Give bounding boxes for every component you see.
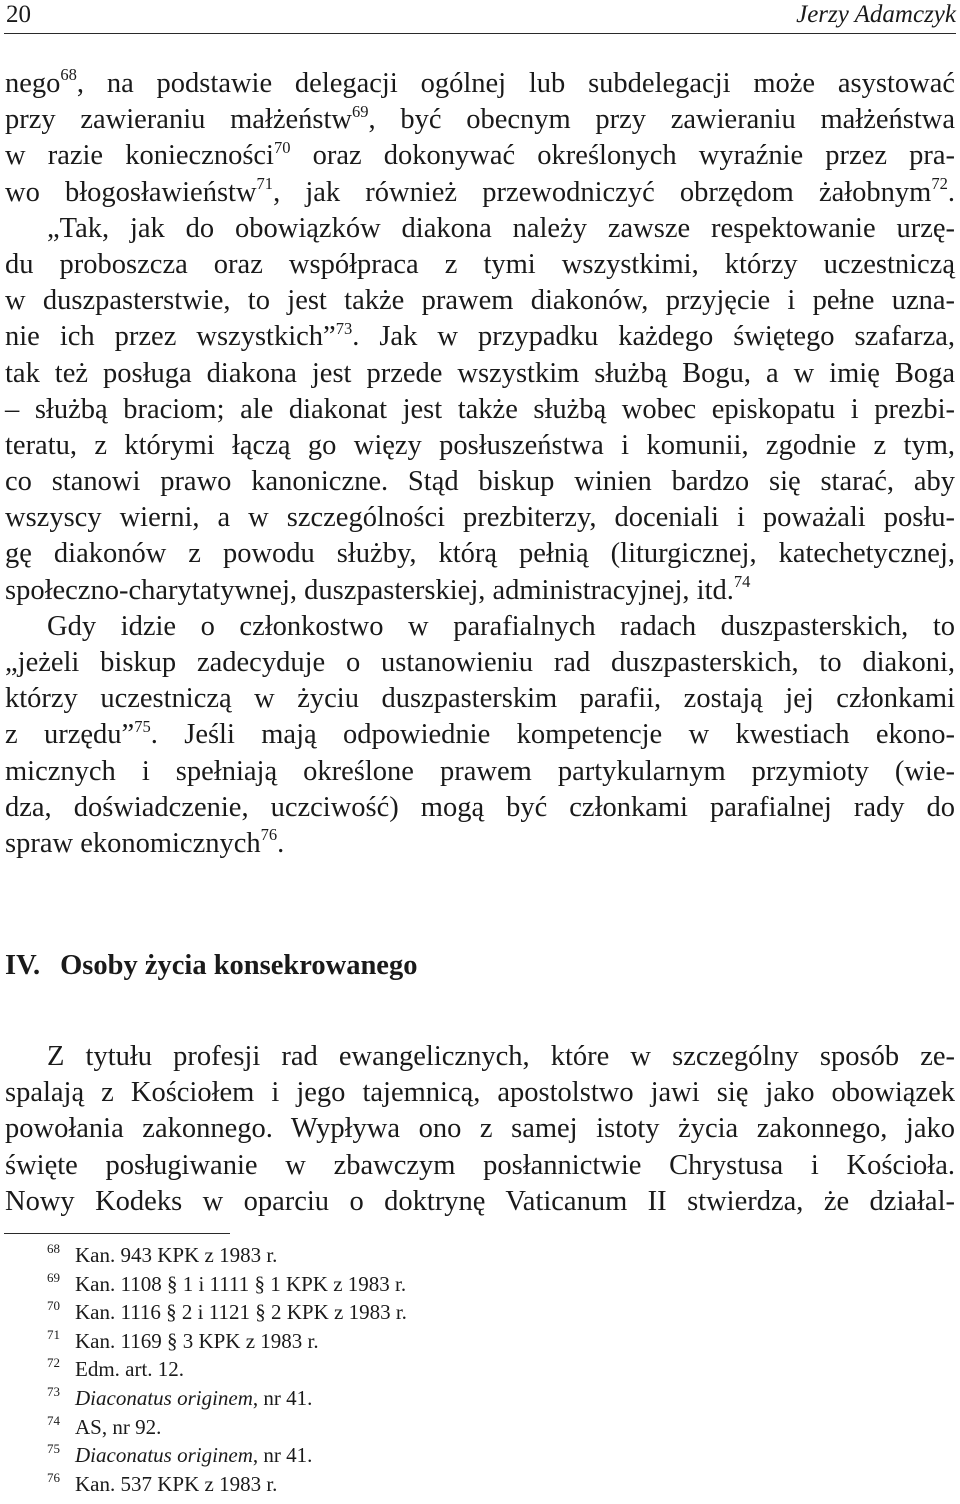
text-line [5, 102, 955, 138]
text-line [5, 1039, 955, 1075]
text-run: wo błogosławieństw [5, 176, 257, 208]
footnote-number: 70 [47, 1298, 60, 1314]
text-run: , nr 41. [252, 1385, 313, 1410]
text-line [5, 66, 955, 102]
text-line [5, 138, 955, 174]
footnote-ref[interactable]: 71 [256, 174, 274, 193]
text-run: – służbą braciom; ale diakonat jest także służbą wobec episkopatu i prezbi- [5, 393, 955, 425]
text-run: . [947, 176, 955, 208]
text-line [5, 356, 955, 392]
text-run: Kan. 943 KPK z 1983 r. [75, 1243, 278, 1267]
footnote [0, 1241, 700, 1270]
text-run: tak też posługa diakona jest przede wszystkim służbą Bogu, a w imię Boga [5, 357, 955, 389]
text-run: społeczno-charytatywnej, duszpasterskiej, administracyjnej, itd. [5, 574, 734, 606]
footnote-number: 69 [47, 1269, 60, 1285]
text-run: w razie konieczności [5, 140, 274, 172]
footnotes [0, 1241, 700, 1498]
text-run: micznych i spełniają określone prawem partykularnym przymioty (wie- [5, 755, 955, 787]
text-run: , jak również przewodniczyć obrzędom żałobnym [273, 176, 932, 208]
section-body-text [5, 1039, 955, 1220]
text-run: święte posługiwanie w zbawczym posłannictwie Chrystusa i Kościoła. [5, 1149, 955, 1181]
text-run: wszyscy wierni, a w szczególności prezbiterzy, doceniali i poważali posłu- [5, 502, 955, 534]
text-run: „jeżeli biskup zadecyduje o ustanowieniu rad duszpasterskich, to diakoni, [5, 647, 955, 678]
text-run: . [277, 827, 285, 859]
text-run: Gdy idzie o członkostwo w parafialnych radach duszpasterskich, to [47, 610, 955, 642]
footnote-text [75, 1470, 277, 1498]
text-run: AS, nr 92. [75, 1414, 162, 1439]
footnote-text [75, 1413, 161, 1441]
footnote [0, 1384, 700, 1413]
section-title: Osoby życia konsekrowanego [60, 950, 418, 981]
text-line [5, 211, 955, 247]
italic-title: Diaconatus originem [75, 1385, 253, 1410]
text-run: , być obecnym przy zawieraniu małżeństwa [368, 104, 955, 136]
footnote [0, 1413, 700, 1442]
italic-title: Diaconatus originem [75, 1443, 253, 1468]
text-line [5, 754, 955, 790]
footnote-ref[interactable]: 74 [733, 572, 751, 592]
footnote-ref[interactable]: 72 [931, 174, 948, 193]
footnote-number: 68 [47, 1241, 60, 1256]
footnote-number: 76 [47, 1469, 60, 1485]
text-line [5, 1184, 955, 1220]
text-run: Edm. art. 12. [75, 1357, 185, 1382]
footnote-ref[interactable]: 75 [134, 716, 151, 736]
text-run: przy zawieraniu małżeństw [5, 104, 352, 136]
text-run: co stanowi prawo kanoniczne. Stąd biskup winien bardzo się starać, aby [5, 466, 955, 498]
body-text [5, 66, 955, 862]
text-run: . Jak w przypadku każdego świętego szafarza, [352, 321, 955, 353]
footnote-number: 74 [47, 1412, 60, 1428]
text-run: Z tytułu profesji rad ewangelicznych, które w szczególny sposób ze- [47, 1041, 955, 1072]
text-line [5, 681, 955, 717]
text-run: spraw ekonomicznych [5, 827, 261, 859]
footnote-text [75, 1327, 319, 1355]
text-run: spalają z Kościołem i jego tajemnicą, apostolstwo jawi się jako obowiązek [5, 1077, 955, 1109]
text-line [5, 536, 955, 572]
footnote-number: 75 [47, 1441, 60, 1457]
footnote [0, 1441, 700, 1470]
footnote-text [75, 1355, 184, 1383]
text-run: . Jeśli mają odpowiednie kompetencje w kwestiach ekono- [150, 719, 955, 751]
text-line [5, 1075, 955, 1111]
text-line [5, 428, 955, 464]
text-run: teratu, z którymi łączą go więzy posłuszeństwa i komunii, zgodnie z tym, [5, 429, 955, 461]
text-run: oraz dokonywać określonych wyraźnie przez pra- [290, 140, 956, 172]
text-run: nie ich przez wszystkich” [5, 321, 336, 353]
text-line [5, 645, 955, 681]
text-run: Nowy Kodeks w oparciu o doktrynę Vaticanum II stwierdza, że działal- [5, 1185, 955, 1217]
section-number: IV. [5, 950, 41, 981]
footnote-text [75, 1241, 277, 1269]
footnote-text [75, 1384, 312, 1412]
text-line [5, 1148, 955, 1184]
text-run: z urzędu” [5, 719, 135, 751]
text-run: Kan. 537 KPK z 1983 r. [75, 1471, 278, 1496]
section-heading [5, 946, 417, 986]
footnote-number: 73 [47, 1383, 60, 1399]
text-line [5, 790, 955, 826]
footnote-text [75, 1298, 407, 1326]
footnote-ref[interactable]: 69 [351, 101, 369, 121]
footnote [0, 1270, 700, 1299]
header-rule [4, 33, 956, 34]
text-line [5, 175, 955, 211]
footnote-text [75, 1441, 312, 1469]
text-line [5, 319, 955, 355]
text-line [5, 573, 955, 609]
text-line [5, 609, 955, 645]
footnote-ref[interactable]: 76 [260, 825, 278, 845]
text-run: w duszpasterstwie, to jest także prawem diakonów, przyjęcie i pełne uzna- [5, 285, 955, 317]
text-line [5, 500, 955, 536]
footnote [0, 1298, 700, 1327]
text-run: , na podstawie delegacji ogólnej lub subdelegacji może asystować [76, 68, 955, 99]
footnote-ref[interactable]: 73 [335, 318, 353, 338]
footnote [0, 1355, 700, 1384]
text-run: Kan. 1116 § 2 i 1121 § 2 KPK z 1983 r. [75, 1300, 407, 1325]
footnote-text [75, 1270, 406, 1298]
running-head: Jerzy Adamczyk [796, 1, 956, 28]
text-run: gę diakonów z powodu służby, którą pełnią (liturgicznej, katechetycznej, [5, 538, 955, 570]
footnote-ref[interactable]: 70 [273, 137, 291, 157]
text-line [5, 826, 955, 862]
text-run: którzy uczestniczą w życiu duszpasterskim parafii, zostają jej członkami [5, 683, 955, 715]
text-run: nego [5, 68, 61, 99]
footnote-number: 71 [47, 1326, 60, 1342]
text-line [5, 1111, 955, 1147]
text-run: dza, doświadczenie, uczciwość) mogą być członkami parafialnej rady do [5, 791, 955, 823]
text-run: „Tak, jak do obowiązków diakona należy zawsze respektowanie urzę- [47, 212, 955, 244]
text-line [5, 717, 955, 753]
footnote [0, 1470, 700, 1499]
text-line [5, 392, 955, 428]
text-line [5, 247, 955, 283]
footnote-number: 72 [47, 1355, 60, 1371]
footnote-ref[interactable]: 68 [60, 65, 77, 85]
footnote-rule [4, 1233, 230, 1234]
footnote [0, 1327, 700, 1356]
text-line [5, 464, 955, 500]
text-line [5, 283, 955, 319]
text-run: Kan. 1169 § 3 KPK z 1983 r. [75, 1328, 319, 1353]
text-run: Kan. 1108 § 1 i 1111 § 1 KPK z 1983 r. [75, 1271, 407, 1296]
text-run: , nr 41. [252, 1443, 313, 1468]
page-number: 20 [6, 1, 31, 28]
text-run: du proboszcza oraz współpraca z tymi wszystkimi, którzy uczestniczą [5, 248, 955, 280]
text-run: powołania zakonnego. Wypływa ono z samej istoty życia zakonnego, jako [5, 1113, 955, 1145]
